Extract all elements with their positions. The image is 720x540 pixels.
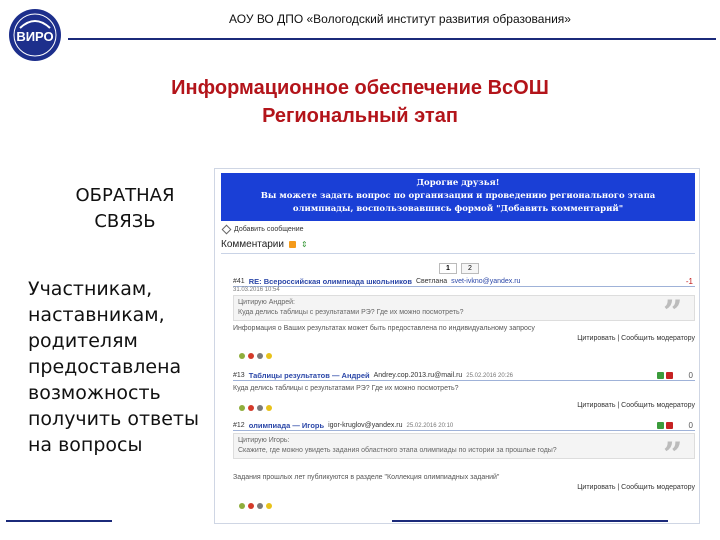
comment-title[interactable]: Таблицы результатов — Андрей (248, 371, 370, 380)
feedback-heading (30, 183, 220, 235)
comment-number: #12 (233, 422, 245, 429)
side-line: на вопросы (28, 434, 143, 456)
comment-tools (239, 503, 272, 509)
page-2-button[interactable]: 2 (461, 263, 479, 274)
delete-icon[interactable] (248, 353, 254, 359)
side-line: родителям (28, 330, 138, 352)
comment-score: -1 (685, 277, 693, 286)
org-title: АОУ ВО ДПО «Вологодский институт развития образования» (229, 12, 571, 26)
comment-body: Информация о Ваших результатах может быть предоставлена по индивидуальному запросу (233, 325, 535, 332)
add-comment-label: Добавить сообщение (234, 226, 304, 233)
feedback-line1: ОБРАТНАЯ (75, 185, 175, 206)
bulb-icon[interactable] (266, 405, 272, 411)
comment-number: #13 (233, 372, 245, 379)
block-icon[interactable] (257, 405, 263, 411)
quote-mark-icon: ” (663, 293, 683, 333)
side-line: Участникам, (28, 278, 153, 300)
vote-up-icon[interactable] (657, 372, 664, 379)
comment-item (233, 371, 695, 409)
footer-divider-right (392, 520, 668, 522)
viro-logo (8, 8, 62, 62)
comment-item (233, 421, 695, 491)
edit-icon[interactable] (239, 353, 245, 359)
comment-header (233, 371, 695, 381)
banner-line3: олимпиады, воспользовавшись формой "Добавить комментарий" (292, 204, 624, 214)
comment-score: 0 (688, 371, 693, 380)
banner-line1: Дорогие друзья! (416, 178, 500, 188)
comment-item (233, 277, 695, 342)
side-line: получить ответы (28, 408, 199, 430)
bulb-icon[interactable] (266, 503, 272, 509)
comment-date: 31.03.2016 10:54 (233, 287, 280, 293)
bulb-icon[interactable] (266, 353, 272, 359)
comments-divider (221, 253, 695, 254)
comment-author: Andrey.cop.2013.ru@mail.ru (373, 372, 463, 379)
pencil-icon (222, 225, 232, 235)
slide-title (100, 74, 620, 130)
slide-title-line1: Информационное обеспечение ВсОШ (171, 77, 549, 99)
vote-buttons (655, 372, 673, 381)
comments-header (221, 239, 308, 250)
comments-screenshot (214, 168, 700, 524)
vote-down-icon[interactable] (666, 372, 673, 379)
quote-text: Скажите, где можно увидеть задания областного этапа олимпиады по истории за прошлые годы? (238, 447, 557, 454)
comment-body: Задания прошлых лет публикуются в разделе "Коллекция олимпиадных заданий" (233, 474, 500, 481)
comment-score: 0 (688, 421, 693, 430)
side-line: возможность (28, 382, 161, 404)
header-divider (68, 38, 716, 40)
pagination (439, 263, 479, 274)
side-description (28, 276, 228, 458)
comment-tools (239, 353, 272, 359)
quote-author: Цитирую Игорь: (238, 437, 290, 444)
delete-icon[interactable] (248, 503, 254, 509)
comment-number: #41 (233, 278, 245, 285)
quote-text: Куда делись таблицы с результатами РЭ? Где их можно посмотреть? (238, 309, 464, 316)
quote-author: Цитирую Андрей: (238, 299, 295, 306)
comments-title: Комментарии (221, 239, 284, 250)
comment-author: igor-kruglov@yandex.ru (328, 422, 403, 429)
side-line: предоставлена (28, 356, 182, 378)
vote-up-icon[interactable] (657, 422, 664, 429)
quote-box (233, 433, 695, 459)
feedback-line2: СВЯЗЬ (94, 211, 156, 232)
edit-icon[interactable] (239, 503, 245, 509)
comment-header (233, 277, 695, 287)
footer-divider-left (6, 520, 112, 522)
info-banner (221, 173, 695, 221)
comment-tools (239, 405, 272, 411)
logo-text: ВИРО (16, 29, 54, 44)
quote-box (233, 295, 695, 321)
block-icon[interactable] (257, 353, 263, 359)
quote-mark-icon: ” (663, 435, 683, 475)
vote-down-icon[interactable] (666, 422, 673, 429)
comment-date: 25.02.2016 20:26 (466, 372, 514, 379)
comment-actions[interactable]: Цитировать | Сообщить модератору (577, 402, 695, 409)
slide-title-line2: Региональный этап (262, 105, 458, 127)
comment-body: Куда делись таблицы с результатами РЭ? Где их можно посмотреть? (233, 385, 459, 392)
comment-actions[interactable]: Цитировать | Сообщить модератору (577, 484, 695, 491)
page-1-button[interactable]: 1 (439, 263, 457, 274)
comment-header (233, 421, 695, 431)
comment-date: 25.02.2016 20:10 (406, 422, 454, 429)
comment-title[interactable]: RE: Всероссийская олимпиада школьников (248, 277, 412, 286)
comment-title[interactable]: олимпиада — Игорь (248, 421, 325, 430)
comment-author: Светлана (415, 278, 448, 285)
delete-icon[interactable] (248, 405, 254, 411)
sort-arrow-icon[interactable]: ⇕ (300, 240, 308, 249)
comment-actions[interactable]: Цитировать | Сообщить модератору (577, 335, 695, 342)
vote-buttons (655, 422, 673, 431)
edit-icon[interactable] (239, 405, 245, 411)
rss-icon[interactable] (289, 241, 296, 248)
side-line: наставникам, (28, 304, 165, 326)
comment-email[interactable]: svet-ivkno@yandex.ru (451, 278, 521, 285)
banner-line2: Вы можете задать вопрос по организации и проведению регионального этапа (260, 191, 656, 201)
add-comment-link[interactable] (223, 226, 304, 233)
block-icon[interactable] (257, 503, 263, 509)
